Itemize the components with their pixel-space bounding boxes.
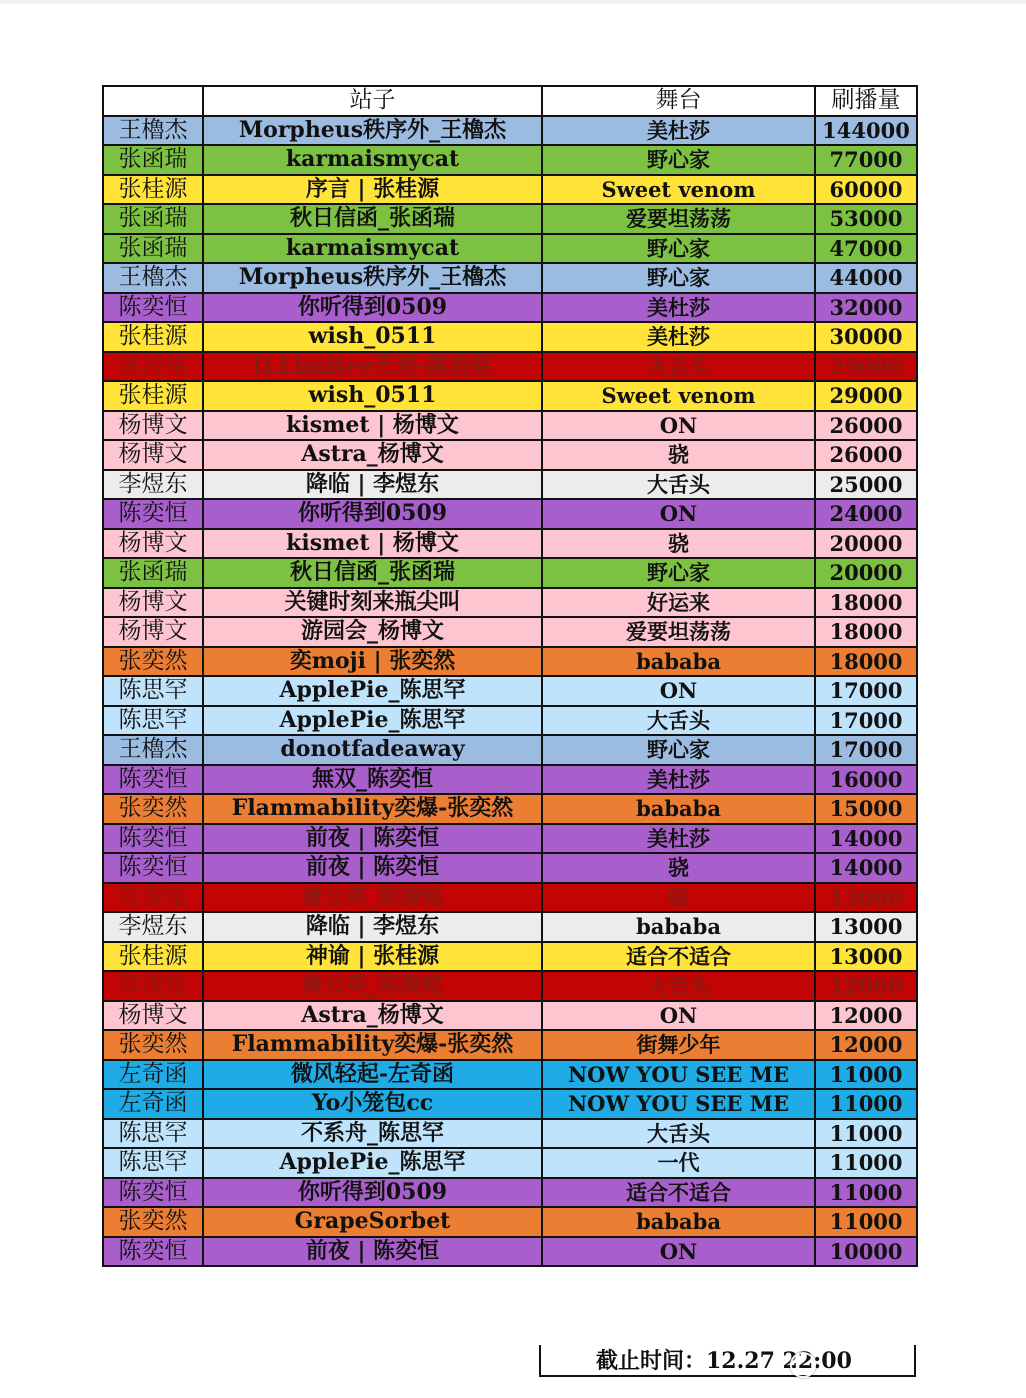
row-site: 序言 | 张桂源: [203, 175, 542, 205]
row-stage: ON: [542, 1237, 815, 1267]
row-plays: 18000: [815, 647, 917, 677]
row-stage: 大舌头: [542, 352, 815, 382]
row-site: Morpheus秩序外_王櫓杰: [203, 116, 542, 146]
row-plays: 16000: [815, 765, 917, 795]
row-site: Yo小笼包cc: [203, 1089, 542, 1119]
row-plays: 77000: [815, 145, 917, 175]
row-site: ApplePie_陈思罕: [203, 676, 542, 706]
row-stage: 好运来: [542, 588, 815, 618]
row-name: 杨博文: [103, 411, 203, 441]
row-site: 蒲公英_陈浚铭: [203, 971, 542, 1001]
table-row: [103, 971, 917, 1001]
row-name: 张函瑞: [103, 234, 203, 264]
table-row: [103, 824, 917, 854]
row-name: 左奇函: [103, 1060, 203, 1090]
table-row: [103, 352, 917, 382]
row-plays: 12000: [815, 1001, 917, 1031]
row-name: 张函瑞: [103, 204, 203, 234]
row-site: donotfadeaway: [203, 735, 542, 765]
row-name: 张奕然: [103, 1030, 203, 1060]
table-row: [103, 263, 917, 293]
row-name: 杨博文: [103, 588, 203, 618]
row-stage: 骁: [542, 883, 815, 913]
table-row: [103, 765, 917, 795]
row-site: karmaismycat: [203, 234, 542, 264]
row-name: 杨博文: [103, 1001, 203, 1031]
table-row: [103, 1001, 917, 1031]
table-row: [103, 145, 917, 175]
row-stage: bababa: [542, 647, 815, 677]
row-stage: 野心家: [542, 558, 815, 588]
row-stage: 大舌头: [542, 470, 815, 500]
row-name: 王櫓杰: [103, 263, 203, 293]
row-name: 陈思罕: [103, 1119, 203, 1149]
table-row: [103, 1148, 917, 1178]
row-stage: 骁: [542, 440, 815, 470]
row-site: ILLImitee无迹-陈浚铭: [203, 352, 542, 382]
row-name: 张函瑞: [103, 558, 203, 588]
row-plays: 10000: [815, 1237, 917, 1267]
row-plays: 13000: [815, 883, 917, 913]
row-name: 陈奕恒: [103, 765, 203, 795]
row-site: 不系舟_陈思罕: [203, 1119, 542, 1149]
row-name: 张桂源: [103, 175, 203, 205]
row-plays: 32000: [815, 293, 917, 323]
table-row: [103, 942, 917, 972]
row-stage: 街舞少年: [542, 1030, 815, 1060]
plays-ranking-table: [102, 85, 918, 1267]
row-site: 你听得到0509: [203, 1178, 542, 1208]
row-name: 张桂源: [103, 322, 203, 352]
row-stage: 爱要坦荡荡: [542, 204, 815, 234]
header-name: [103, 86, 203, 116]
table-row: [103, 1207, 917, 1237]
table-row: [103, 322, 917, 352]
table-row: [103, 1060, 917, 1090]
table-row: [103, 647, 917, 677]
table-row: [103, 794, 917, 824]
row-name: 陈思罕: [103, 706, 203, 736]
row-stage: bababa: [542, 912, 815, 942]
row-site: 微风轻起-左奇函: [203, 1060, 542, 1090]
row-site: 前夜 | 陈奕恒: [203, 853, 542, 883]
table-row: [103, 617, 917, 647]
row-plays: 20000: [815, 558, 917, 588]
row-plays: 11000: [815, 1148, 917, 1178]
row-stage: 爱要坦荡荡: [542, 617, 815, 647]
row-plays: 11000: [815, 1178, 917, 1208]
row-site: kismet | 杨博文: [203, 529, 542, 559]
table-row: [103, 735, 917, 765]
row-name: 李煜东: [103, 912, 203, 942]
row-name: 王櫓杰: [103, 735, 203, 765]
row-plays: 44000: [815, 263, 917, 293]
row-stage: ON: [542, 1001, 815, 1031]
row-plays: 20000: [815, 529, 917, 559]
row-site: ApplePie_陈思罕: [203, 706, 542, 736]
row-plays: 29000: [815, 381, 917, 411]
table-row: [103, 1030, 917, 1060]
table-row: [103, 234, 917, 264]
row-site: 奕moji | 张奕然: [203, 647, 542, 677]
table-row: [103, 676, 917, 706]
row-stage: 野心家: [542, 145, 815, 175]
row-plays: 26000: [815, 411, 917, 441]
table-row: [103, 116, 917, 146]
row-plays: 30000: [815, 322, 917, 352]
header-site: 站子: [203, 86, 542, 116]
table-row: [103, 470, 917, 500]
table-row: [103, 1178, 917, 1208]
row-site: 降临 | 李煜东: [203, 912, 542, 942]
row-plays: 47000: [815, 234, 917, 264]
row-site: 蒲公英_陈浚铭: [203, 883, 542, 913]
row-stage: ON: [542, 676, 815, 706]
row-name: 左奇函: [103, 1089, 203, 1119]
row-stage: 大舌头: [542, 1119, 815, 1149]
row-stage: 美杜莎: [542, 293, 815, 323]
row-stage: 适合不适合: [542, 1178, 815, 1208]
page-top-edge: [0, 0, 1026, 4]
row-site: 你听得到0509: [203, 499, 542, 529]
row-site: wish_0511: [203, 322, 542, 352]
row-stage: 美杜莎: [542, 322, 815, 352]
row-stage: ON: [542, 499, 815, 529]
table-row: [103, 706, 917, 736]
row-plays: 25000: [815, 470, 917, 500]
row-name: 陈浚铭: [103, 971, 203, 1001]
row-site: Flammability奕爆-张奕然: [203, 1030, 542, 1060]
row-plays: 12000: [815, 1030, 917, 1060]
row-plays: 26000: [815, 440, 917, 470]
table-row: [103, 411, 917, 441]
table-row: [103, 912, 917, 942]
table-row: [103, 293, 917, 323]
row-name: 张桂源: [103, 381, 203, 411]
row-plays: 11000: [815, 1089, 917, 1119]
row-stage: 野心家: [542, 263, 815, 293]
row-stage: 骁: [542, 853, 815, 883]
row-site: Astra_杨博文: [203, 440, 542, 470]
row-stage: bababa: [542, 1207, 815, 1237]
row-plays: 29000: [815, 352, 917, 382]
row-plays: 18000: [815, 588, 917, 618]
table-row: [103, 204, 917, 234]
row-stage: NOW YOU SEE ME: [542, 1089, 815, 1119]
header-plays: 刷播量: [815, 86, 917, 116]
watermark-logo-icon: [790, 1352, 816, 1378]
row-name: 陈思罕: [103, 1148, 203, 1178]
row-plays: 12000: [815, 971, 917, 1001]
header-row: [103, 86, 917, 116]
table-row: [103, 853, 917, 883]
row-stage: Sweet venom: [542, 381, 815, 411]
row-name: 张奕然: [103, 1207, 203, 1237]
row-plays: 13000: [815, 912, 917, 942]
cutoff-time: 截止时间：12.27 22:00: [539, 1345, 916, 1377]
row-stage: bababa: [542, 794, 815, 824]
row-site: 你听得到0509: [203, 293, 542, 323]
row-name: 杨博文: [103, 440, 203, 470]
table-row: [103, 529, 917, 559]
row-site: 前夜 | 陈奕恒: [203, 1237, 542, 1267]
table-row: [103, 588, 917, 618]
table-row: [103, 440, 917, 470]
row-stage: 野心家: [542, 234, 815, 264]
row-stage: NOW YOU SEE ME: [542, 1060, 815, 1090]
row-site: Flammability奕爆-张奕然: [203, 794, 542, 824]
row-name: 陈奕恒: [103, 1178, 203, 1208]
row-plays: 17000: [815, 706, 917, 736]
row-site: GrapeSorbet: [203, 1207, 542, 1237]
row-name: 陈浚铭: [103, 352, 203, 382]
row-site: Astra_杨博文: [203, 1001, 542, 1031]
table-row: [103, 1237, 917, 1267]
watermark: [790, 1350, 822, 1376]
row-site: 关键时刻来瓶尖叫: [203, 588, 542, 618]
row-name: 陈奕恒: [103, 1237, 203, 1267]
row-name: 杨博文: [103, 529, 203, 559]
row-site: 秋日信函_张函瑞: [203, 204, 542, 234]
row-plays: 11000: [815, 1207, 917, 1237]
row-plays: 17000: [815, 735, 917, 765]
row-plays: 13000: [815, 942, 917, 972]
row-stage: 适合不适合: [542, 942, 815, 972]
row-name: 张奕然: [103, 794, 203, 824]
table-row: [103, 558, 917, 588]
row-plays: 18000: [815, 617, 917, 647]
row-plays: 144000: [815, 116, 917, 146]
row-site: Morpheus秩序外_王櫓杰: [203, 263, 542, 293]
table-row: [103, 883, 917, 913]
table-body: [103, 116, 917, 1267]
row-plays: 53000: [815, 204, 917, 234]
row-name: 李煜东: [103, 470, 203, 500]
row-stage: Sweet venom: [542, 175, 815, 205]
row-name: 陈浚铭: [103, 883, 203, 913]
row-plays: 14000: [815, 824, 917, 854]
row-plays: 11000: [815, 1060, 917, 1090]
row-stage: 美杜莎: [542, 116, 815, 146]
row-name: 陈奕恒: [103, 824, 203, 854]
table-row: [103, 381, 917, 411]
row-stage: 一代: [542, 1148, 815, 1178]
row-stage: 大舌头: [542, 971, 815, 1001]
table-row: [103, 175, 917, 205]
row-stage: 大舌头: [542, 706, 815, 736]
row-site: 降临 | 李煜东: [203, 470, 542, 500]
row-site: wish_0511: [203, 381, 542, 411]
row-name: 张桂源: [103, 942, 203, 972]
row-site: 游园会_杨博文: [203, 617, 542, 647]
table-row: [103, 1089, 917, 1119]
table-row: [103, 1119, 917, 1149]
row-name: 杨博文: [103, 617, 203, 647]
row-plays: 14000: [815, 853, 917, 883]
row-plays: 15000: [815, 794, 917, 824]
row-site: 神谕 | 张桂源: [203, 942, 542, 972]
row-site: karmaismycat: [203, 145, 542, 175]
row-site: 前夜 | 陈奕恒: [203, 824, 542, 854]
row-stage: 美杜莎: [542, 765, 815, 795]
row-plays: 24000: [815, 499, 917, 529]
row-site: 秋日信函_张函瑞: [203, 558, 542, 588]
row-plays: 17000: [815, 676, 917, 706]
row-name: 陈奕恒: [103, 293, 203, 323]
row-stage: 野心家: [542, 735, 815, 765]
row-stage: ON: [542, 411, 815, 441]
row-name: 陈奕恒: [103, 499, 203, 529]
row-site: kismet | 杨博文: [203, 411, 542, 441]
header-stage: 舞台: [542, 86, 815, 116]
row-name: 张函瑞: [103, 145, 203, 175]
row-name: 陈思罕: [103, 676, 203, 706]
row-plays: 11000: [815, 1119, 917, 1149]
row-stage: 美杜莎: [542, 824, 815, 854]
row-site: 無双_陈奕恒: [203, 765, 542, 795]
row-name: 张奕然: [103, 647, 203, 677]
table-row: [103, 499, 917, 529]
row-plays: 60000: [815, 175, 917, 205]
row-stage: 骁: [542, 529, 815, 559]
row-name: 王櫓杰: [103, 116, 203, 146]
row-site: ApplePie_陈思罕: [203, 1148, 542, 1178]
row-name: 陈奕恒: [103, 853, 203, 883]
